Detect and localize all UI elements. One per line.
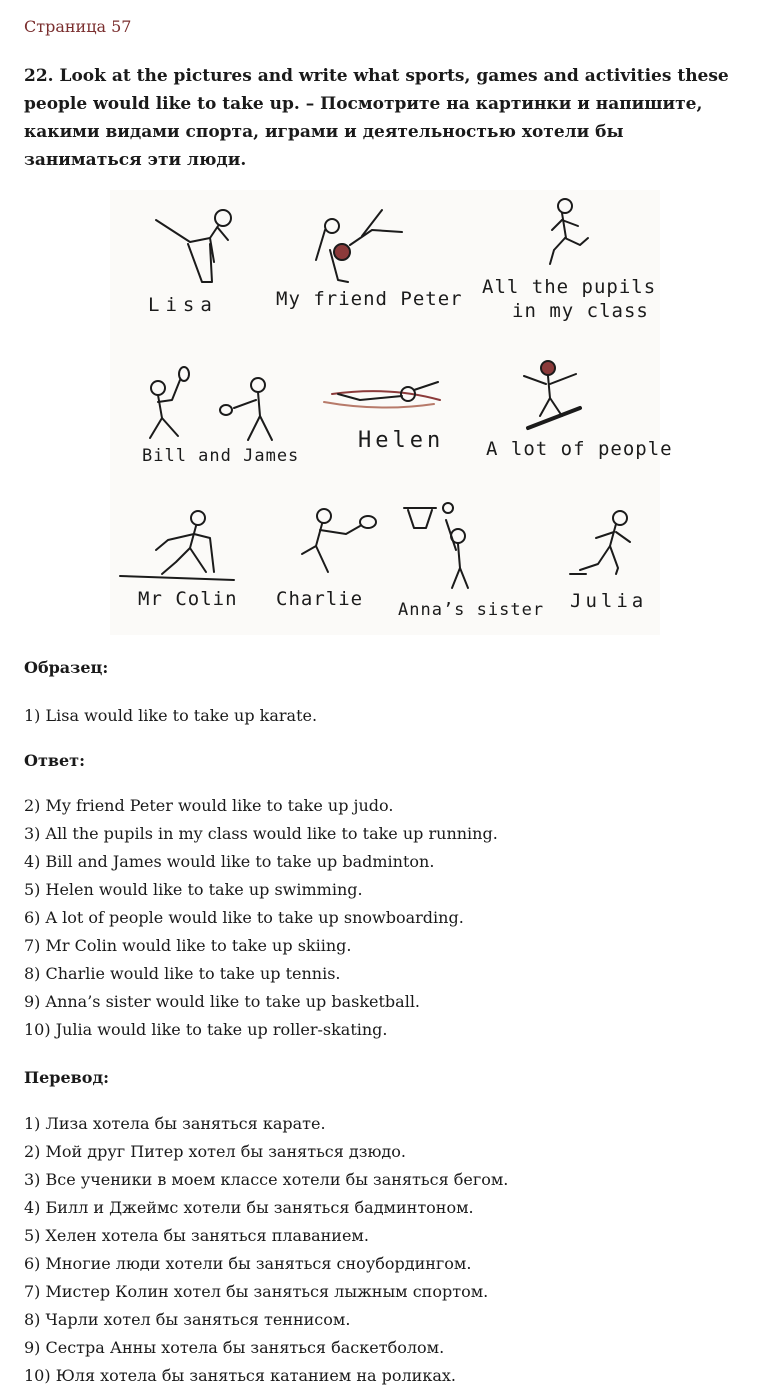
list-item: 7) Mr Colin would like to take up skiing. <box>24 936 352 955</box>
caption-mr-colin: Mr Colin <box>138 588 238 610</box>
karate-figure-icon <box>156 210 231 282</box>
caption-annas-sister: Anna’s sister <box>398 600 545 620</box>
list-item: 2) My friend Peter would like to take up judo. <box>24 796 394 815</box>
list-item: 9) Anna’s sister would like to take up basketball. <box>24 992 421 1011</box>
page-title: Страница 57 <box>24 17 132 36</box>
list-item: 5) Хелен хотела бы заняться плаванием. <box>24 1226 369 1245</box>
caption-in-my-class: in my class <box>512 300 649 322</box>
list-item: 8) Чарли хотел бы заняться теннисом. <box>24 1310 351 1329</box>
list-item: 6) A lot of people would like to take up snowboarding. <box>24 908 464 927</box>
swimmer-figure-icon <box>324 382 440 408</box>
answer-heading: Ответ: <box>24 751 85 770</box>
list-item: 9) Сестра Анны хотела бы заняться баскетболом. <box>24 1338 445 1357</box>
runner-figure-icon <box>550 199 588 264</box>
snowboarder-figure-icon <box>524 361 580 428</box>
list-item: 10) Julia would like to take up roller-skating. <box>24 1020 388 1039</box>
list-item: 1) Lisa would like to take up karate. <box>24 706 318 725</box>
list-item: 8) Charlie would like to take up tennis. <box>24 964 341 983</box>
sports-figures-drawing <box>110 190 660 635</box>
caption-helen: Helen <box>358 428 445 453</box>
caption-all-the-pupils: All the pupils <box>482 276 657 298</box>
caption-my-friend-peter: My friend Peter <box>276 288 463 310</box>
sample-list <box>24 702 317 730</box>
translation-list <box>24 1110 508 1390</box>
task-heading: 22. Look at the pictures and write what sports, games and activities these people would like to take up. – Посмотрите на картинки и напишите, какими видами спорта, играми и деятельностью хотели бы заниматься эти люди. <box>24 66 729 170</box>
translation-heading: Перевод: <box>24 1068 110 1087</box>
list-item: 4) Bill and James would like to take up badminton. <box>24 852 435 871</box>
tennis-player-icon <box>302 509 376 572</box>
list-item: 7) Мистер Колин хотел бы заняться лыжным спортом. <box>24 1282 489 1301</box>
list-item: 3) All the pupils in my class would like to take up running. <box>24 824 498 843</box>
caption-a-lot-of-people: A lot of people <box>486 438 673 460</box>
skier-figure-icon <box>120 511 234 580</box>
caption-charlie: Charlie <box>276 588 364 610</box>
list-item: 3) Все ученики в моем классе хотели бы заняться бегом. <box>24 1170 509 1189</box>
list-item: 6) Многие люди хотели бы заняться сноубордингом. <box>24 1254 472 1273</box>
list-item: 4) Билл и Джеймс хотели бы заняться бадминтоном. <box>24 1198 474 1217</box>
caption-lisa: Lisa <box>148 294 218 316</box>
list-item: 10) Юля хотела бы заняться катанием на роликах. <box>24 1366 456 1385</box>
list-item: 1) Лиза хотела бы заняться карате. <box>24 1114 326 1133</box>
badminton-players-icon <box>150 367 272 440</box>
roller-skater-icon <box>570 511 630 574</box>
caption-julia: Julia <box>570 590 648 612</box>
caption-bill-and-james: Bill and James <box>142 446 300 466</box>
sports-illustration <box>110 190 673 635</box>
answer-list <box>24 792 498 1044</box>
basketball-player-icon <box>404 503 468 588</box>
judo-figures-icon <box>316 210 402 282</box>
list-item: 5) Helen would like to take up swimming. <box>24 880 363 899</box>
sample-heading: Образец: <box>24 658 109 677</box>
list-item: 2) Мой друг Питер хотел бы заняться дзюдо. <box>24 1142 406 1161</box>
